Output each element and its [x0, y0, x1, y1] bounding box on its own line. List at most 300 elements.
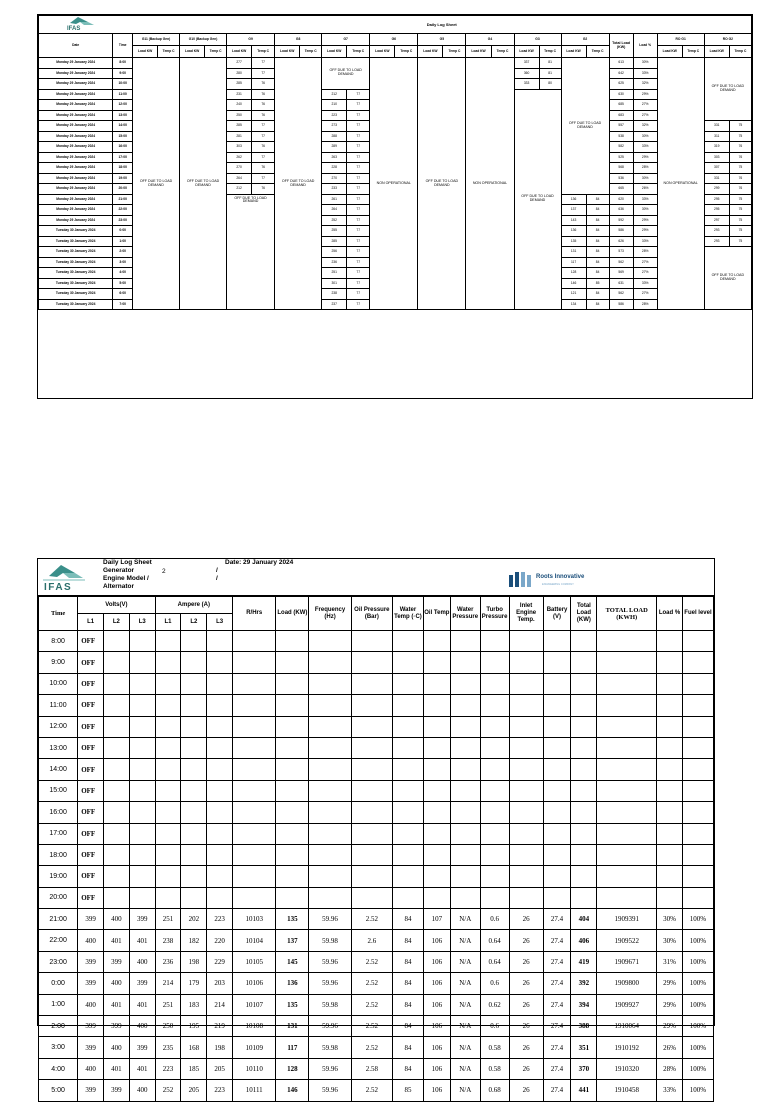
g9-load: 303 [227, 142, 252, 153]
row-load-pct: 28% [633, 247, 657, 258]
empty-cell [309, 631, 351, 652]
turbo-pressure: 0.6 [480, 909, 509, 930]
turbo-pressure: 0.64 [480, 951, 509, 972]
g3-temp: 80 [539, 79, 561, 90]
empty-cell [181, 802, 207, 823]
empty-cell [104, 716, 130, 737]
roots-logo-icon [507, 571, 533, 587]
volts-l3: 400 [129, 1080, 155, 1101]
empty-cell [392, 737, 423, 758]
g7-temp: 77 [347, 257, 370, 268]
ro2-temp: 75 [729, 215, 751, 226]
row-time: 8:00 [39, 631, 78, 652]
empty-cell [207, 866, 233, 887]
row-load-pct: 33% [633, 278, 657, 289]
row-time: 2:00 [113, 247, 133, 258]
g2-temp: 84 [586, 226, 609, 237]
volts-l1: 400 [78, 994, 104, 1015]
log-row [39, 973, 714, 994]
g9-load-kw-header: Load KW [227, 46, 252, 58]
row-off-status: OFF [78, 780, 104, 801]
empty-cell [233, 759, 276, 780]
g7-load: 289 [322, 142, 347, 153]
row-total-load: 582 [609, 142, 633, 153]
empty-cell [682, 716, 713, 737]
turbo-pressure: 0.58 [480, 1058, 509, 1079]
row-total-load: 665 [609, 184, 633, 195]
g9-temp: 77 [252, 131, 275, 142]
brand-name: Roots Innovative [536, 574, 585, 580]
ro1-status-note: NON OPERATIONAL [657, 58, 704, 310]
volts-l2: 400 [104, 909, 130, 930]
ro2-load: 299 [704, 184, 729, 195]
g2-temp: 84 [586, 247, 609, 258]
empty-cell [276, 737, 309, 758]
empty-cell [657, 823, 683, 844]
frequency: 59.96 [309, 973, 351, 994]
empty-cell [450, 695, 480, 716]
total-load: 404 [571, 909, 597, 930]
g7-temp: 77 [347, 173, 370, 184]
empty-cell [207, 823, 233, 844]
empty-cell [597, 780, 657, 801]
g2-load: 146 [561, 278, 586, 289]
row-load-pct: 27% [633, 268, 657, 279]
row-total-load: 613 [609, 58, 633, 69]
empty-cell [207, 737, 233, 758]
log-row [39, 994, 714, 1015]
empty-cell [682, 823, 713, 844]
row-time: 6:00 [113, 289, 133, 300]
sheet-title: Daily Log Sheet [103, 559, 152, 566]
fuel-level: 100% [682, 973, 713, 994]
empty-cell [423, 673, 450, 694]
empty-cell [682, 802, 713, 823]
row-load-pct: 30% [633, 205, 657, 216]
g5-status-note: OFF DUE TO LOAD DEMAND [418, 58, 466, 310]
row-total-load: 568 [609, 163, 633, 174]
empty-cell [207, 887, 233, 908]
fuel-level: 100% [682, 1016, 713, 1037]
row-load-pct: 29% [633, 215, 657, 226]
ampere-l3: 229 [207, 951, 233, 972]
ro2-load: 293 [704, 226, 729, 237]
row-time: 21:00 [113, 194, 133, 205]
battery: 27.4 [543, 973, 571, 994]
empty-cell [543, 844, 571, 865]
empty-cell [571, 737, 597, 758]
load-pct: 30% [657, 909, 683, 930]
row-time: 5:00 [39, 1080, 78, 1101]
row-date: Tuesday 30 January 2024 [39, 289, 113, 300]
row-total-load: 573 [609, 247, 633, 258]
total-load: 441 [571, 1080, 597, 1101]
row-total-load: 536 [609, 173, 633, 184]
empty-cell [351, 823, 392, 844]
ampere-l3: 198 [207, 1037, 233, 1058]
empty-cell [351, 802, 392, 823]
g7-temp: 77 [347, 100, 370, 111]
empty-cell [509, 673, 543, 694]
volts-l2: 400 [104, 973, 130, 994]
col-water-temp: Water Temp (◦C) [392, 597, 423, 631]
load-kw: 145 [276, 951, 309, 972]
g9-temp: 77 [252, 173, 275, 184]
fuel-level: 100% [682, 951, 713, 972]
row-load-pct: 30% [633, 173, 657, 184]
water-temp: 84 [392, 909, 423, 930]
empty-cell [571, 866, 597, 887]
row-time: 13:00 [39, 737, 78, 758]
sheet-title: Daily Log Sheet [133, 16, 752, 34]
empty-cell [155, 780, 181, 801]
g9-status-note: OFF DUE TO LOAD DEMAND [227, 194, 275, 310]
g9-temp: 76 [252, 100, 275, 111]
row-time: 1:00 [113, 236, 133, 247]
oil-pressure: 2.6 [351, 930, 392, 951]
g2-temp: 85 [586, 278, 609, 289]
slash-2: / [216, 575, 218, 582]
water-pressure: N/A [450, 994, 480, 1015]
oil-temp: 106 [423, 930, 450, 951]
empty-cell [233, 802, 276, 823]
empty-cell [571, 716, 597, 737]
log-row [39, 930, 714, 951]
col-g4: G4 [466, 34, 514, 46]
empty-cell [155, 673, 181, 694]
row-time: 23:00 [113, 215, 133, 226]
row-time: 4:00 [39, 1058, 78, 1079]
g9-load: 240 [227, 100, 252, 111]
g7-load: 285 [322, 236, 347, 247]
empty-cell [423, 695, 450, 716]
empty-cell [392, 802, 423, 823]
log-row [39, 631, 714, 652]
empty-cell [276, 631, 309, 652]
load-kw: 136 [276, 973, 309, 994]
empty-cell [155, 652, 181, 673]
g9-temp: 77 [252, 68, 275, 79]
empty-cell [181, 866, 207, 887]
g9-temp: 77 [252, 58, 275, 69]
ampere-l2: 195 [181, 1016, 207, 1037]
row-date: Tuesday 30 January 2024 [39, 278, 113, 289]
empty-cell [509, 759, 543, 780]
oil-temp: 106 [423, 973, 450, 994]
empty-cell [104, 887, 130, 908]
row-total-load: 642 [609, 68, 633, 79]
empty-cell [104, 652, 130, 673]
load-pct: 29% [657, 994, 683, 1015]
g2-temp: 84 [586, 236, 609, 247]
empty-cell [276, 673, 309, 694]
row-total-load: 586 [609, 226, 633, 237]
log-row [39, 909, 714, 930]
empty-cell [450, 652, 480, 673]
empty-cell [480, 631, 509, 652]
g7-load: 228 [322, 163, 347, 174]
generator-number: 2 [162, 568, 166, 575]
row-time: 12:00 [39, 716, 78, 737]
empty-cell [233, 737, 276, 758]
g7-load: 256 [322, 247, 347, 258]
empty-cell [509, 631, 543, 652]
empty-cell [597, 695, 657, 716]
ampere-l1: 235 [155, 1037, 181, 1058]
g9-temp: 76 [252, 79, 275, 90]
ampere-l3: 220 [207, 930, 233, 951]
empty-cell [571, 759, 597, 780]
empty-cell [392, 866, 423, 887]
empty-cell [155, 844, 181, 865]
load-pct: 30% [657, 930, 683, 951]
empty-cell [351, 716, 392, 737]
empty-cell [309, 844, 351, 865]
empty-cell [597, 673, 657, 694]
fuel-level: 100% [682, 1037, 713, 1058]
empty-cell [682, 673, 713, 694]
row-date: Monday 29 January 2024 [39, 184, 113, 195]
g7-temp: 77 [347, 247, 370, 258]
row-date: Monday 29 January 2024 [39, 100, 113, 111]
empty-cell [450, 737, 480, 758]
row-total-load: 569 [609, 268, 633, 279]
battery: 27.4 [543, 909, 571, 930]
empty-cell [423, 737, 450, 758]
row-time: 1:00 [39, 994, 78, 1015]
empty-cell [657, 652, 683, 673]
g11-temp-c-header: Temp C [158, 46, 180, 58]
empty-cell [423, 652, 450, 673]
log-row [39, 844, 714, 865]
ro2-load: 297 [704, 215, 729, 226]
empty-cell [682, 759, 713, 780]
row-date: Monday 29 January 2024 [39, 173, 113, 184]
empty-cell [543, 823, 571, 844]
turbo-pressure: 0.6 [480, 973, 509, 994]
g9-temp: 76 [252, 184, 275, 195]
g7-status-note: OFF DUE TO LOAD DEMAND [322, 58, 370, 90]
g7-temp: 77 [347, 152, 370, 163]
inlet-temp: 26 [509, 1058, 543, 1079]
volts-l3: 400 [129, 1016, 155, 1037]
total-load-kwh: 1910192 [597, 1037, 657, 1058]
g6-status-note: NON OPERATIONAL [370, 58, 418, 310]
row-off-status: OFF [78, 887, 104, 908]
empty-cell [104, 673, 130, 694]
inlet-temp: 26 [509, 1016, 543, 1037]
ro2-status-note-top: OFF DUE TO LOAD DEMAND [704, 58, 751, 121]
g3-temp: 81 [539, 68, 561, 79]
empty-cell [571, 652, 597, 673]
empty-cell [509, 823, 543, 844]
col-ro-g1: RO G1 [657, 34, 704, 46]
col-ampere: Ampere (A) [155, 597, 232, 614]
row-time: 17:00 [39, 823, 78, 844]
ampere-l3: 219 [207, 1016, 233, 1037]
row-total-load: 625 [609, 79, 633, 90]
empty-cell [682, 652, 713, 673]
total-load-kwh: 1909800 [597, 973, 657, 994]
g2-temp: 84 [586, 257, 609, 268]
water-pressure: N/A [450, 909, 480, 930]
volts-l1: 399 [78, 1080, 104, 1101]
row-time: 22:00 [113, 205, 133, 216]
empty-cell [155, 737, 181, 758]
row-total-load: 630 [609, 89, 633, 100]
col-ro-g2: RO G2 [704, 34, 751, 46]
row-date: Monday 29 January 2024 [39, 131, 113, 142]
empty-cell [423, 780, 450, 801]
oil-temp: 106 [423, 1080, 450, 1101]
load-kw: 135 [276, 909, 309, 930]
empty-cell [543, 737, 571, 758]
fuel-level: 100% [682, 1058, 713, 1079]
total-load: 388 [571, 1016, 597, 1037]
empty-cell [155, 802, 181, 823]
ampere-l1: 238 [155, 930, 181, 951]
row-time: 21:00 [39, 909, 78, 930]
g2-load: 136 [561, 194, 586, 205]
empty-cell [657, 673, 683, 694]
row-load-pct: 33% [633, 236, 657, 247]
oil-pressure: 2.52 [351, 951, 392, 972]
frequency: 59.98 [309, 1037, 351, 1058]
empty-cell [181, 695, 207, 716]
g2-temp: 84 [586, 194, 609, 205]
running-hours: 10109 [233, 1037, 276, 1058]
row-time: 10:00 [113, 79, 133, 90]
g3-load: 337 [514, 58, 539, 69]
ro2-temp: 75 [729, 121, 751, 132]
oil-temp: 106 [423, 1037, 450, 1058]
g2-load: 134 [561, 299, 586, 310]
volts-l1: 400 [78, 1058, 104, 1079]
g7-temp: 77 [347, 142, 370, 153]
log-row [39, 673, 714, 694]
turbo-pressure: 0.64 [480, 930, 509, 951]
empty-cell [129, 823, 155, 844]
volts-l1: 399 [78, 1016, 104, 1037]
col-volts-l3: L3 [129, 614, 155, 631]
row-off-status: OFF [78, 631, 104, 652]
empty-cell [155, 823, 181, 844]
volts-l1: 400 [78, 930, 104, 951]
ampere-l1: 223 [155, 1058, 181, 1079]
row-total-load: 592 [609, 215, 633, 226]
col-g9: G9 [227, 34, 275, 46]
empty-cell [155, 759, 181, 780]
running-hours: 10105 [233, 951, 276, 972]
g9-load: 277 [227, 58, 252, 69]
empty-cell [129, 780, 155, 801]
g9-load: 262 [227, 152, 252, 163]
col-g11: G11 (Backup Gen) [133, 34, 180, 46]
empty-cell [104, 844, 130, 865]
total-load: 419 [571, 951, 597, 972]
empty-cell [155, 695, 181, 716]
empty-cell [682, 631, 713, 652]
empty-cell [450, 673, 480, 694]
empty-cell [276, 823, 309, 844]
row-off-status: OFF [78, 823, 104, 844]
empty-cell [207, 716, 233, 737]
empty-cell [351, 780, 392, 801]
g2-temp: 84 [586, 205, 609, 216]
empty-cell [682, 737, 713, 758]
g7-temp: 77 [347, 299, 370, 310]
row-time: 13:00 [113, 110, 133, 121]
g9-load: 285 [227, 121, 252, 132]
empty-cell [597, 844, 657, 865]
log-row [39, 652, 714, 673]
ro2-load: 295 [704, 205, 729, 216]
ro2-temp: 76 [729, 173, 751, 184]
log-row [39, 780, 714, 801]
empty-cell [392, 887, 423, 908]
g7-load: 288 [322, 131, 347, 142]
row-total-load: 525 [609, 152, 633, 163]
oil-temp: 106 [423, 1016, 450, 1037]
g3-temp-c-header: Temp C [539, 46, 561, 58]
total-load: 351 [571, 1037, 597, 1058]
empty-cell [480, 737, 509, 758]
g7-load-kw-header: Load KW [322, 46, 347, 58]
log-row [39, 1037, 714, 1058]
oil-temp: 106 [423, 994, 450, 1015]
oil-temp: 107 [423, 909, 450, 930]
ro2-load: 319 [704, 142, 729, 153]
empty-cell [207, 631, 233, 652]
g2-load: 128 [561, 268, 586, 279]
g2-load: 137 [561, 205, 586, 216]
empty-cell [207, 759, 233, 780]
ro2-load: 303 [704, 152, 729, 163]
ampere-l3: 223 [207, 909, 233, 930]
frequency: 59.98 [309, 930, 351, 951]
g2-temp: 84 [586, 215, 609, 226]
empty-cell [104, 823, 130, 844]
load-kw: 117 [276, 1037, 309, 1058]
empty-cell [682, 695, 713, 716]
g7-load: 223 [322, 110, 347, 121]
row-date: Tuesday 30 January 2024 [39, 268, 113, 279]
battery: 27.4 [543, 994, 571, 1015]
empty-cell [129, 802, 155, 823]
row-off-status: OFF [78, 759, 104, 780]
empty-cell [509, 780, 543, 801]
empty-cell [480, 844, 509, 865]
empty-cell [597, 887, 657, 908]
ampere-l2: 168 [181, 1037, 207, 1058]
g2-load: 117 [561, 257, 586, 268]
empty-cell [543, 652, 571, 673]
col-fuel-level: Fuel level [682, 597, 713, 631]
ampere-l1: 251 [155, 909, 181, 930]
water-temp: 84 [392, 1058, 423, 1079]
row-date: Monday 29 January 2024 [39, 68, 113, 79]
empty-cell [450, 802, 480, 823]
empty-cell [657, 695, 683, 716]
empty-cell [423, 802, 450, 823]
row-time: 3:00 [39, 1037, 78, 1058]
row-total-load: 557 [609, 121, 633, 132]
col-volts-l2: L2 [104, 614, 130, 631]
water-pressure: N/A [450, 1058, 480, 1079]
empty-cell [392, 823, 423, 844]
load-pct: 29% [657, 1016, 683, 1037]
battery: 27.4 [543, 1058, 571, 1079]
